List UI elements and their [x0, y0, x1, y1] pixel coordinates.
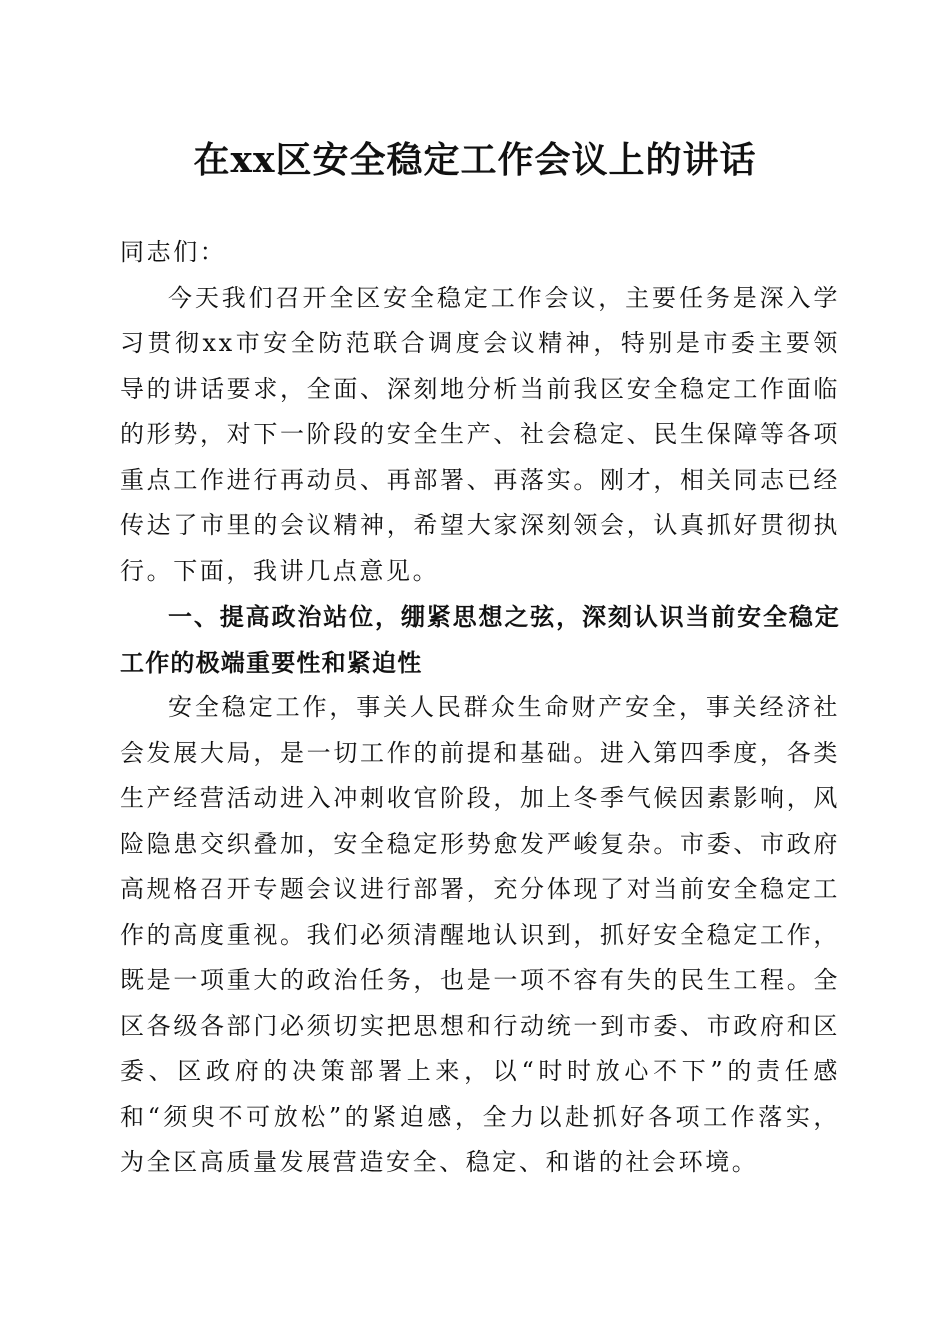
intro-paragraph: 今天我们召开全区安全稳定工作会议，主要任务是深入学习贯彻xx市安全防范联合调度会议精神，特别是市委主要领导的讲话要求，全面、深刻地分析当前我区安全稳定工作面临的形势，对下一阶段的安全生产、社会稳定、民生保障等各项重点工作进行再动员、再部署、再落实。刚才，相关同志已经传达了市里的会议精神，希望大家深刻领会，认真抓好贯彻执行。下面，我讲几点意见。: [120, 283, 840, 585]
section-heading-1: 一、提高政治站位，绷紧思想之弦，深刻认识当前安全稳定工作的极端重要性和紧迫性: [120, 602, 840, 677]
section-1-paragraph: 安全稳定工作，事关人民群众生命财产安全，事关经济社会发展大局，是一切工作的前提和基础。进入第四季度，各类生产经营活动进入冲刺收官阶段，加上冬季气候因素影响，风险隐患交织叠加，安全稳定形势愈发严峻复杂。市委、市政府高规格召开专题会议进行部署，充分体现了对当前安全稳定工作的高度重视。我们必须清醒地认识到，抓好安全稳定工作，既是一项重大的政治任务，也是一项不容有失的民生工程。全区各级各部门必须切实把思想和行动统一到市委、市政府和区委、区政府的决策部署上来，以“时时放心不下”的责任感和“须臾不可放松”的紧迫感，全力以赴抓好各项工作落实，为全区高质量发展营造安全、稳定、和谐的社会环境。: [120, 693, 840, 1176]
salutation: 同志们：: [120, 238, 227, 266]
document-title: 在xx区安全稳定工作会议上的讲话: [193, 139, 757, 181]
document-body: [120, 230, 840, 1186]
